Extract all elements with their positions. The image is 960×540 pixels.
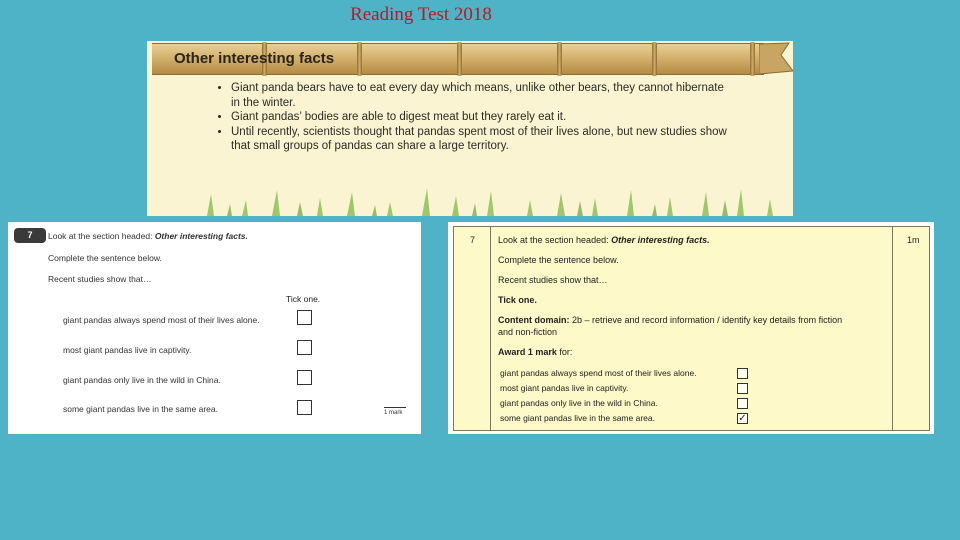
scheme-marks: 1m [907,235,920,245]
scheme-complete: Complete the sentence below. [498,255,619,265]
mark-scheme-table [453,226,930,431]
option-checkbox[interactable] [297,310,312,325]
option-checkbox[interactable] [297,400,312,415]
scheme-content-domain: Content domain: 2b – retrieve and record information / identify key details from fiction [498,315,843,325]
scheme-option-checkbox [737,383,748,394]
mark-scheme-card [448,222,934,434]
scheme-stem: Recent studies show that… [498,275,608,285]
question-instruction: Look at the section headed: Other interesting facts. [48,231,248,241]
scheme-award: Award 1 mark for: [498,347,573,357]
scheme-option-checkbox [737,368,748,379]
question-stem: Recent studies show that… [48,274,152,284]
scheme-instruction: Look at the section headed: Other interesting facts. [498,235,710,245]
option-checkbox[interactable] [297,370,312,385]
question-number: 7 [14,228,46,243]
option-checkbox[interactable] [297,340,312,355]
scheme-option-text: some giant pandas live in the same area. [500,413,655,423]
scheme-content-domain-cont: and non-fiction [498,327,558,337]
scheme-option-text: most giant pandas live in captivity. [500,383,629,393]
mark-line [384,407,406,408]
question-card [8,222,421,434]
question-complete: Complete the sentence below. [48,253,162,263]
fact-item: • Giant panda bears have to eat every day which means, unlike other bears, they cannot hibernate in the winter. [231,81,731,110]
option-text: giant pandas only live in the wild in China. [63,375,221,385]
mark-label: 1 mark [384,410,403,416]
fact-item: • Giant pandas’ bodies are able to digest meat but they rarely eat it. [231,110,731,125]
scheme-question-number: 7 [470,235,476,245]
option-text: most giant pandas live in captivity. [63,345,192,355]
facts-heading: Other interesting facts [174,50,335,67]
scheme-option-text: giant pandas only live in the wild in China. [500,398,658,408]
fact-item: • Until recently, scientists thought that pandas spent most of their lives alone, but new studies show that small groups of pandas can share a large territory. [231,125,731,154]
option-text: giant pandas always spend most of their lives alone. [63,315,260,325]
facts-panel [147,41,793,216]
option-text: some giant pandas live in the same area. [63,404,218,414]
slide-title: Reading Test 2018 [350,4,492,25]
bamboo-leaf-icon [759,41,793,75]
tick-label: Tick one. [286,294,321,304]
scheme-option-checkbox-ticked: ✓ [738,413,747,424]
scheme-tick-label: Tick one. [498,295,537,305]
facts-list [215,81,731,154]
scheme-option-checkbox [737,398,748,409]
grass-decoration [147,188,793,216]
scheme-option-text: giant pandas always spend most of their lives alone. [500,368,697,378]
